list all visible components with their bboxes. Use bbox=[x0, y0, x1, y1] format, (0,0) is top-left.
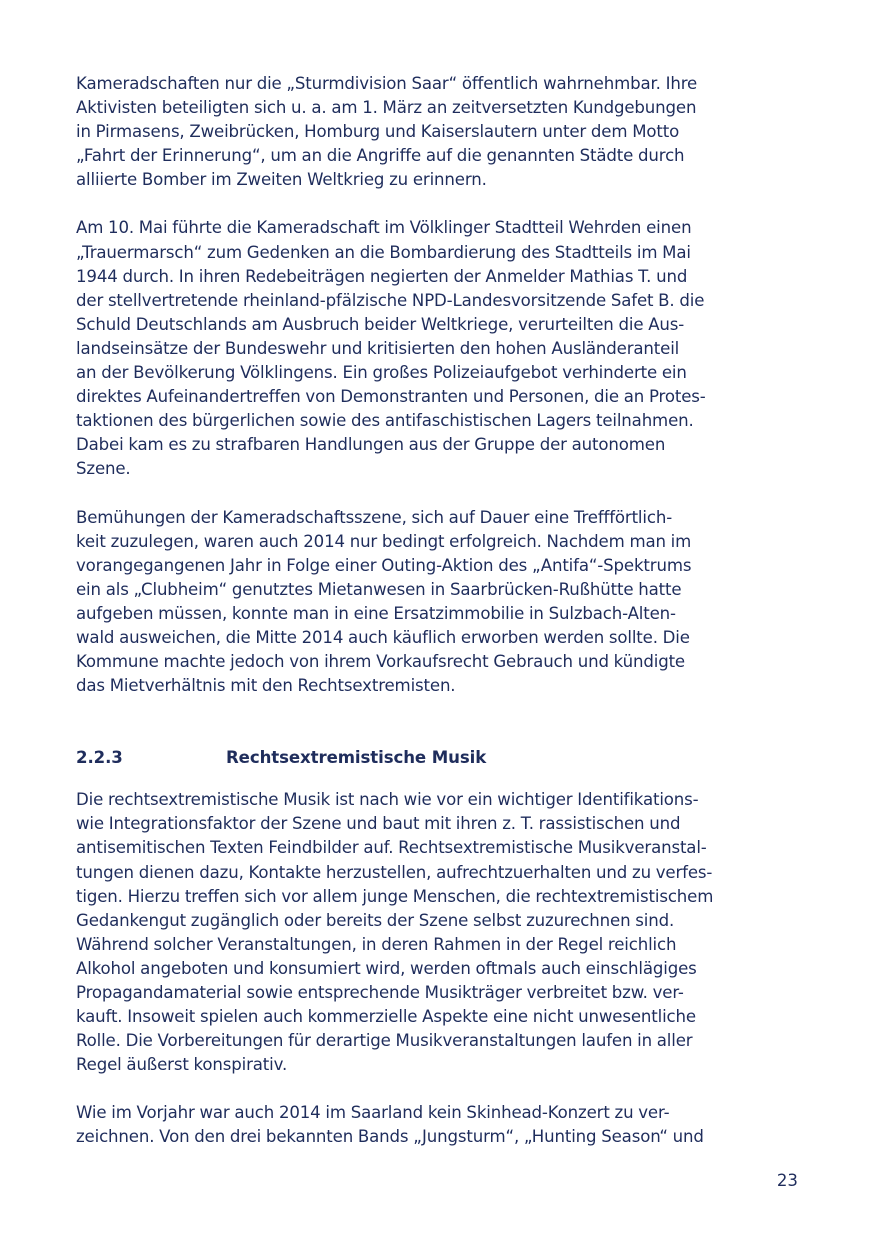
text-line: Kameradschaften nur die „Sturmdivision Saar“ öffentlich wahrnehmbar. Ihre bbox=[76, 74, 698, 93]
text-line: vorangegangenen Jahr in Folge einer Outing-Aktion des „Antifa“-Spektrums bbox=[76, 555, 692, 575]
text-line: Regel äußerst konspirativ. bbox=[76, 1055, 288, 1075]
page-number: 23 bbox=[776, 1171, 798, 1190]
text-line: Kommune machte jedoch von ihrem Vorkaufsrecht Gebrauch und kündigte bbox=[76, 652, 685, 672]
text-line: Rolle. Die Vorbereitungen für derartige Musikveranstaltungen laufen in aller bbox=[76, 1031, 693, 1051]
text-line: Bemühungen der Kameradschaftsszene, sich auf Dauer eine Treffförtlich- bbox=[76, 507, 673, 527]
text-line: Aktivisten beteiligten sich u. a. am 1. März an zeitversetzten Kundgebungen bbox=[76, 98, 697, 118]
text-line: kauft. Insoweit spielen auch kommerzielle Aspekte eine nicht unwesentliche bbox=[76, 1007, 696, 1027]
text-line: tigen. Hierzu treffen sich vor allem junge Menschen, die rechtextremistischem bbox=[76, 886, 714, 906]
section-heading bbox=[76, 746, 804, 770]
text-line: aufgeben müssen, konnte man in eine Ersatzimmobilie in Sulzbach-Alten- bbox=[76, 603, 676, 623]
text-line: Wie im Vorjahr war auch 2014 im Saarland kein Skinhead-Konzert zu ver- bbox=[76, 1103, 670, 1123]
paragraph-spacer bbox=[76, 192, 804, 216]
paragraph-spacer bbox=[76, 482, 804, 506]
text-line: an der Bevölkerung Völklingens. Ein großes Polizeiaufgebot verhinderte ein bbox=[76, 363, 687, 383]
text-line: Während solcher Veranstaltungen, in deren Rahmen in der Regel reichlich bbox=[76, 934, 677, 954]
text-line: ein als „Clubheim“ genutztes Mietanwesen in Saarbrücken-Rußhütte hatte bbox=[76, 579, 682, 599]
text-line: Gedankengut zugänglich oder bereits der Szene selbst zuzurechnen sind. bbox=[76, 910, 675, 930]
text-line: der stellvertretende rheinland-pfälzische NPD-Landesvorsitzende Safet B. die bbox=[76, 290, 705, 310]
text-line: Dabei kam es zu strafbaren Handlungen aus der Gruppe der autonomen bbox=[76, 435, 666, 455]
paragraph-skinhead-konzert bbox=[76, 1101, 804, 1149]
page-content bbox=[76, 72, 804, 1150]
text-line: Alkohol angeboten und konsumiert wird, werden oftmals auch einschlägiges bbox=[76, 958, 697, 978]
text-line: „Trauermarsch“ zum Gedenken an die Bombardierung des Stadtteils im Mai bbox=[76, 242, 691, 262]
text-line: alliierte Bomber im Zweiten Weltkrieg zu erinnern. bbox=[76, 170, 487, 190]
text-line: in Pirmasens, Zweibrücken, Homburg und Kaiserslautern unter dem Motto bbox=[76, 122, 680, 142]
text-line: „Fahrt der Erinnerung“, um an die Angriffe auf die genannten Städte durch bbox=[76, 146, 685, 166]
text-line: Propagandamaterial sowie entsprechende Musikträger verbreitet bzw. ver- bbox=[76, 983, 684, 1002]
text-line: Schuld Deutschlands am Ausbruch beider Weltkriege, verurteilten die Aus- bbox=[76, 314, 685, 334]
paragraph-treffoertlichkeit bbox=[76, 506, 804, 699]
text-line: antisemitischen Texten Feindbilder auf. Rechtsextremistische Musikveranstal- bbox=[76, 838, 707, 858]
paragraph-trauermarsch bbox=[76, 216, 804, 481]
text-line: das Mietverhältnis mit den Rechtsextremisten. bbox=[76, 676, 456, 696]
text-line: tungen dienen dazu, Kontakte herzustellen, aufrechtzuerhalten und zu verfes- bbox=[76, 862, 713, 882]
text-line: direktes Aufeinandertreffen von Demonstranten und Personen, die an Protes- bbox=[76, 387, 706, 407]
paragraph-spacer bbox=[76, 1077, 804, 1101]
text-line: zeichnen. Von den drei bekannten Bands „Jungsturm“, „Hunting Season“ und bbox=[76, 1127, 704, 1147]
text-line: Szene. bbox=[76, 459, 131, 479]
paragraph-sturmdivision bbox=[76, 72, 804, 192]
paragraph-musik-intro bbox=[76, 788, 804, 1077]
section-title: Rechtsextremistische Musik bbox=[226, 748, 487, 768]
text-line: Am 10. Mai führte die Kameradschaft im Völklinger Stadtteil Wehrden einen bbox=[76, 218, 692, 238]
text-line: wald ausweichen, die Mitte 2014 auch käuflich erworben werden sollte. Die bbox=[76, 627, 690, 647]
section-number: 2.2.3 bbox=[76, 748, 123, 768]
text-line: taktionen des bürgerlichen sowie des antifaschistischen Lagers teilnahmen. bbox=[76, 411, 694, 431]
text-line: Die rechtsextremistische Musik ist nach wie vor ein wichtiger Identifikations- bbox=[76, 790, 699, 810]
text-line: 1944 durch. In ihren Redebeiträgen negierten der Anmelder Mathias T. und bbox=[76, 266, 688, 286]
text-line: keit zuzulegen, waren auch 2014 nur bedingt erfolgreich. Nachdem man im bbox=[76, 531, 692, 551]
text-line: wie Integrationsfaktor der Szene und baut mit ihren z. T. rassistischen und bbox=[76, 814, 681, 834]
text-line: landseinsätze der Bundeswehr und kritisierten den hohen Ausländeranteil bbox=[76, 338, 680, 358]
